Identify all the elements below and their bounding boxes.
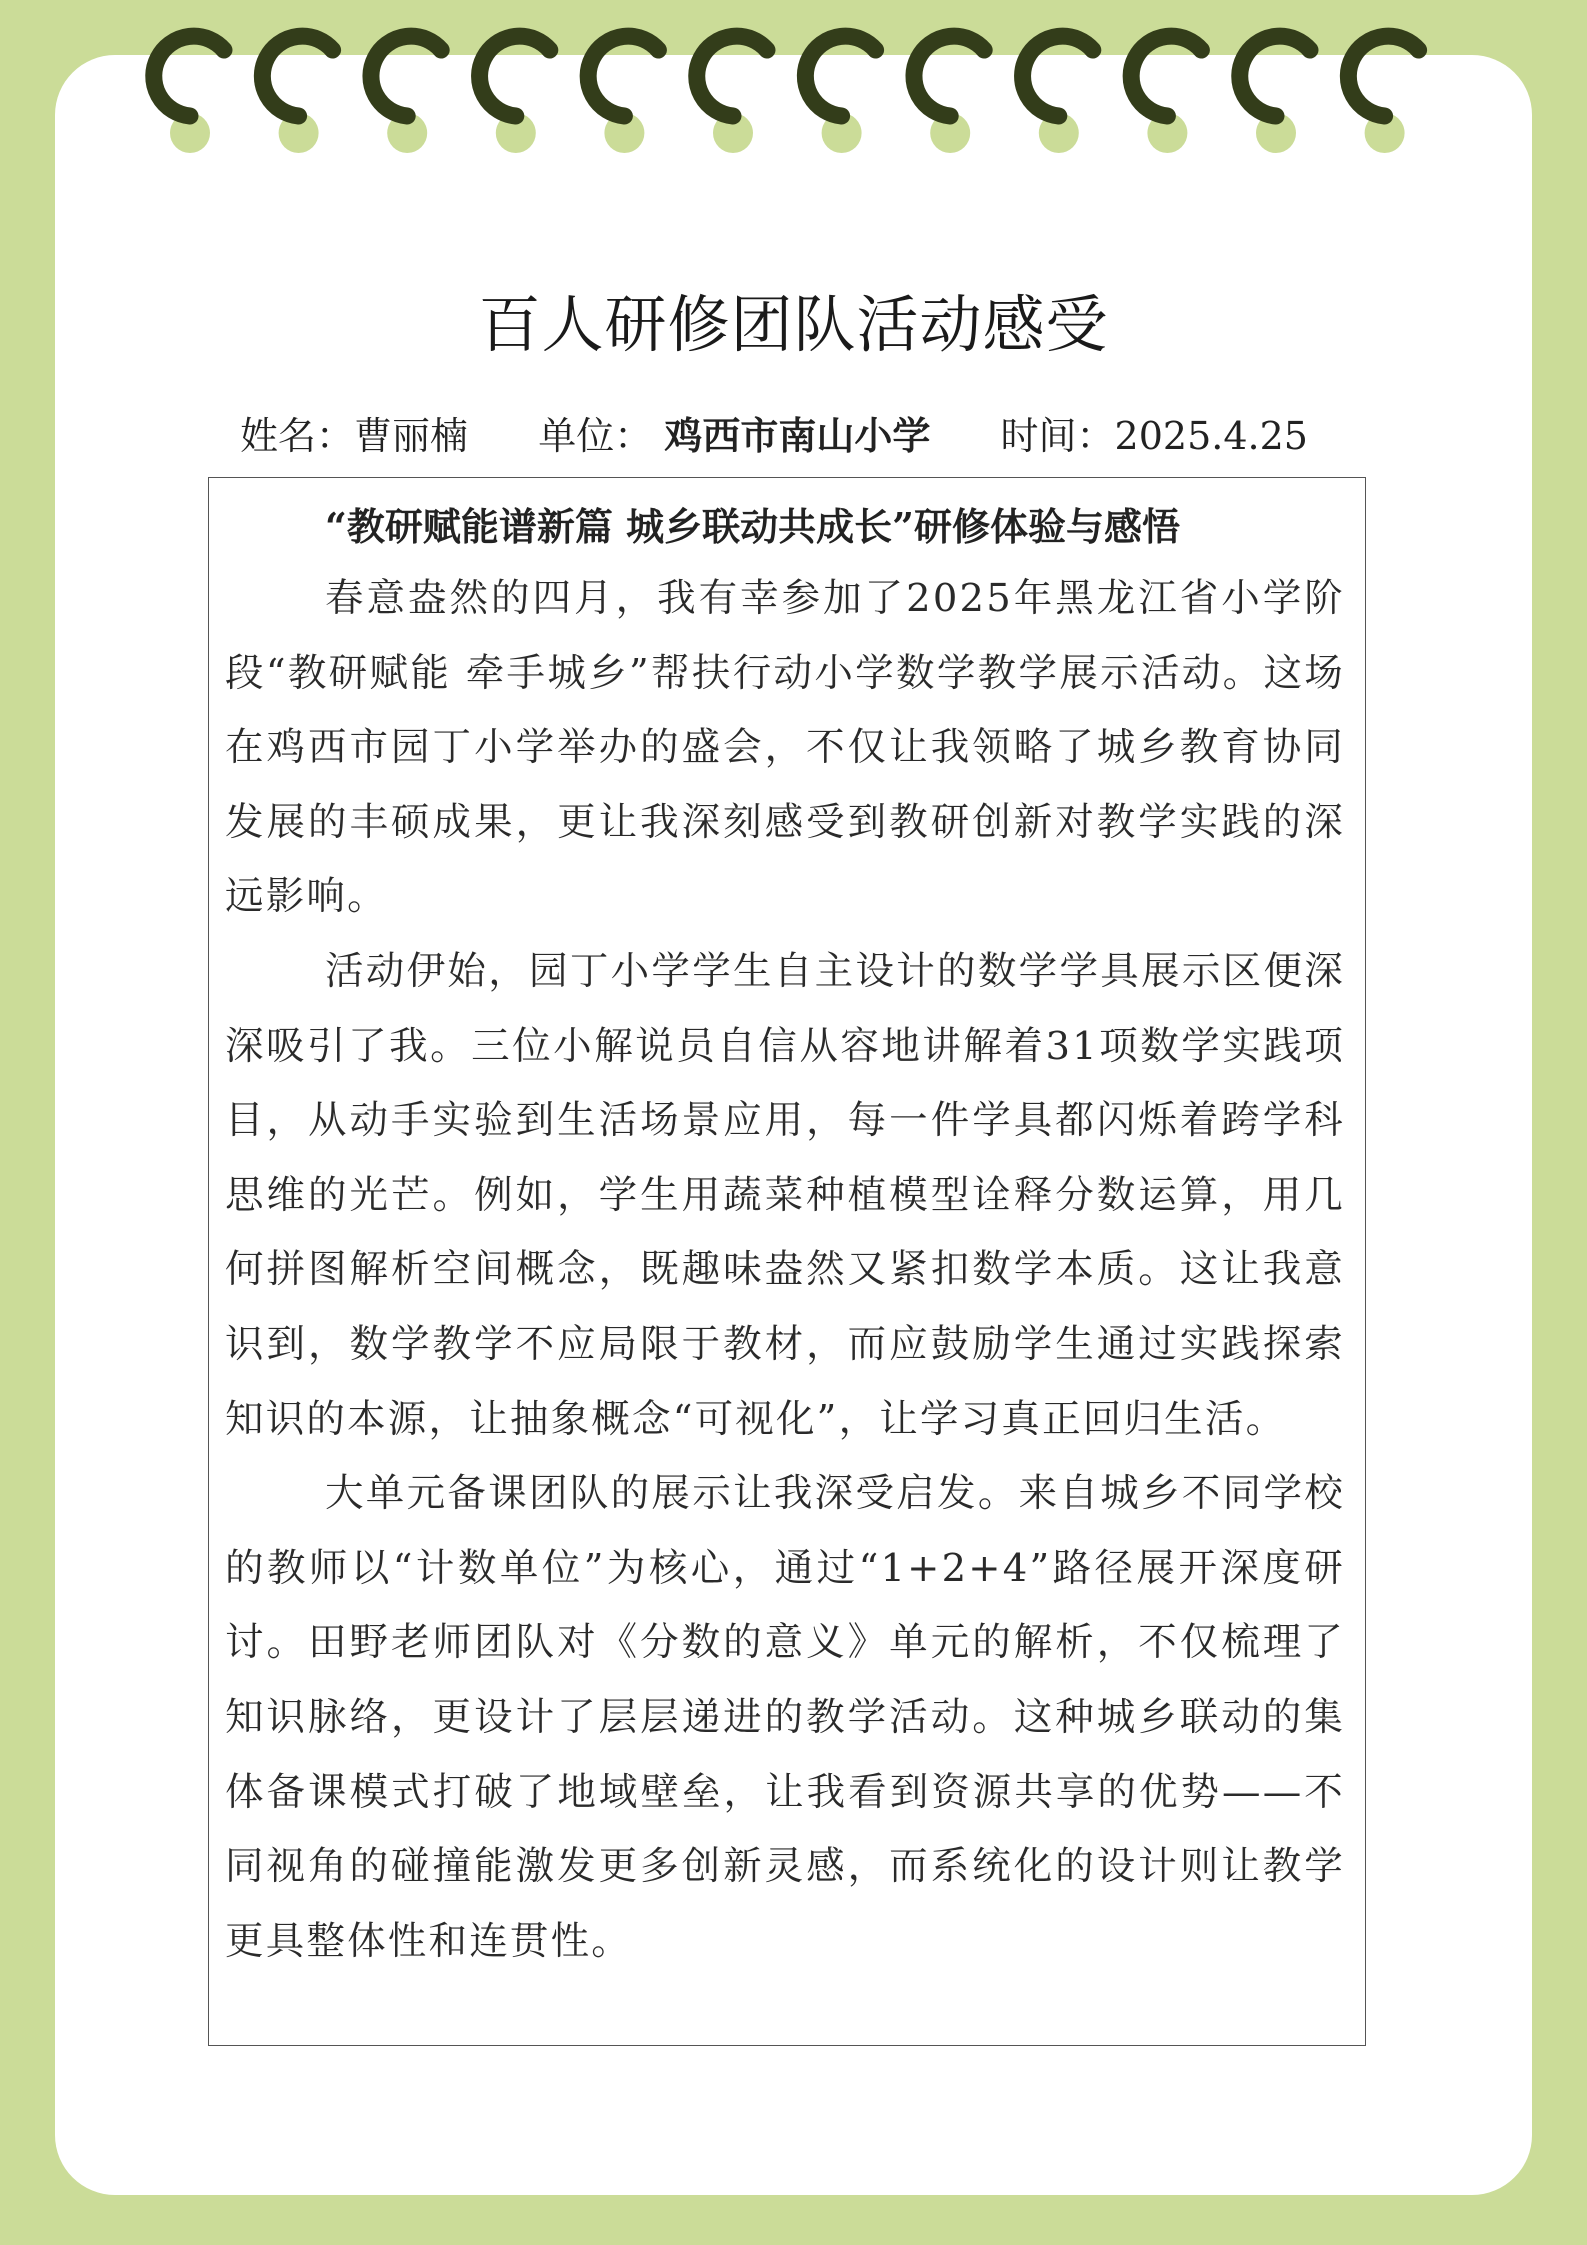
author-name: 曹丽楠 xyxy=(354,414,469,458)
essay-paragraph: 活动伊始，园丁小学学生自主设计的数学学具展示区便深深吸引了我。三位小解说员自信从容地讲解着31项数学实践项目，从动手实验到生活场景应用，每一件学具都闪烁着跨学科思维的光芒。例如，学生用蔬菜种植模型诠释分数运算，用几何拼图解析空间概念，既趣味盎然又紧扣数学本质。这让我意识到，数学教学不应局限于教材，而应鼓励学生通过实践探索知识的本源，让抽象概念“可视化”，让学习真正回归生活。 xyxy=(225,948,1345,1442)
essay-paragraph: 春意盎然的四月，我有幸参加了2025年黑龙江省小学阶段“教研赋能 牵手城乡”帮扶行动小学数学教学展示活动。这场在鸡西市园丁小学举办的盛会，不仅让我领略了城乡教育协同发展的丰硕成果，更让我深刻感受到教研创新对教学实践的深远影响。 xyxy=(225,576,1345,920)
essay-title: “教研赋能谱新篇 城乡联动共成长”研修体验与感悟 xyxy=(325,504,1180,549)
binding-ring-icon xyxy=(371,36,441,116)
binding-ring-icon xyxy=(805,36,875,116)
binding-ring-icon xyxy=(588,36,658,116)
essay-box xyxy=(208,477,1366,2046)
binding-ring-icon xyxy=(1348,36,1418,116)
date-value: 2025.4.25 xyxy=(1114,414,1308,458)
binding-ring-icon xyxy=(914,36,984,116)
binding-ring-icon xyxy=(1131,36,1201,116)
time-label: 时间： xyxy=(1000,414,1115,458)
binding-ring-icon xyxy=(154,36,224,116)
binding-ring-icon xyxy=(1023,36,1093,116)
unit-label: 单位： xyxy=(538,414,653,458)
binding-ring-icon xyxy=(480,36,550,116)
name-label: 姓名： xyxy=(240,414,355,458)
binding-ring-icon xyxy=(697,36,767,116)
essay-paragraph: 大单元备课团队的展示让我深受启发。来自城乡不同学校的教师以“计数单位”为核心，通过“1+2+4”路径展开深度研讨。田野老师团队对《分数的意义》单元的解析，不仅梳理了知识脉络，更设计了层层递进的教学活动。这种城乡联动的集体备课模式打破了地域壁垒，让我看到资源共享的优势——不同视角的碰撞能激发更多创新灵感，而系统化的设计则让教学更具整体性和连贯性。 xyxy=(225,1471,1345,1964)
unit-name: 鸡西市南山小学 xyxy=(664,413,931,458)
page-title: 百人研修团队活动感受 xyxy=(478,288,1109,361)
author-info-line xyxy=(240,405,1370,460)
binding-ring-icon xyxy=(262,36,332,116)
binding-ring-icon xyxy=(1240,36,1310,116)
spiral-binding xyxy=(0,0,1587,170)
